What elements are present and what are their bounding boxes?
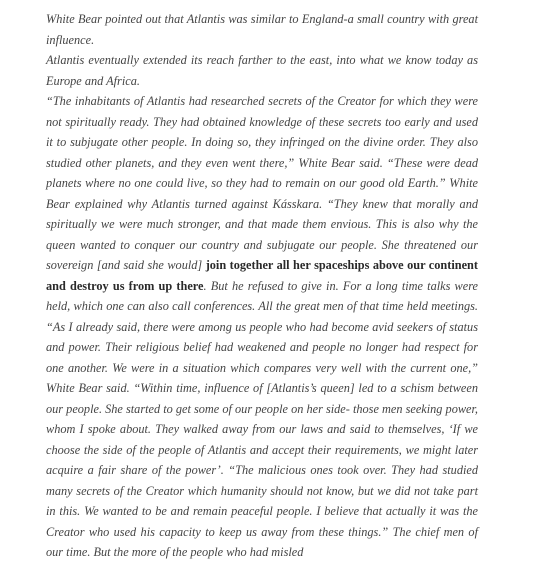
paragraph-text: White Bear pointed out that Atlantis was similar to England-a small country with great influence. bbox=[46, 12, 478, 47]
paragraph bbox=[46, 91, 478, 563]
paragraph bbox=[46, 9, 478, 50]
emphasized-text: join together all her spaceships above our continent and destroy us from up there bbox=[46, 258, 478, 293]
paragraph-text: Atlantis eventually extended its reach farther to the east, into what we know today as Europe and Africa. bbox=[46, 53, 478, 88]
paragraph-text: “The inhabitants of Atlantis had researched secrets of the Creator for which they were not spiritually ready. They had obtained knowledge of these secrets too early and used it to subjugate other people. In doing so, they infringed on the divine order. They also studied other planets, and they even went there,” White Bear said. “These were dead planets where no one could live, so they had to remain on our good old Earth.” White Bear explained why Atlantis turned against Kásskara. “They knew that morally and spiritually we were much stronger, and that made them envious. This is also why the queen wanted to conquer our country and subjugate our people. She threatened our sovereign [and said she would] bbox=[46, 94, 478, 272]
page-cutoff bbox=[46, 539, 478, 545]
paragraph-text: . But he refused to give in. For a long time talks were held, which one can also call conferences. All the great men of that time held meetings. “As I already said, there were among us people who had become avid seekers of status and power. Their religious belief had weakened and people no longer had respect for one another. We were in a situation which compares very well with the current one,” White Bear said. “Within time, influence of [Atlantis’s queen] led to a schism between our people. She started to get some of our people on her side- those men seeking power, whom I spoke about. They walked away from our laws and said to themselves, ‘If we choose the side of the people of Atlantis and accept their requirements, we might later acquire a fair share of the power’. “The malicious ones took over. They had studied many secrets of the Creator which humanity should not know, but we did not take part in this. We wanted to be and remain peaceful people. I believe that actually it was the Creator who used his capacity to keep us away from these things.” The chief men of our time. But the more of the people who had misled bbox=[46, 278, 478, 559]
paragraph bbox=[46, 50, 478, 91]
document-page bbox=[46, 9, 478, 559]
document-body bbox=[46, 9, 478, 563]
